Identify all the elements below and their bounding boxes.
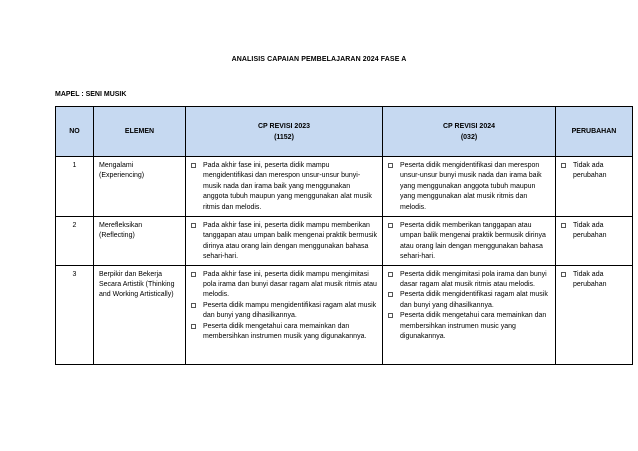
header-no: NO (56, 107, 94, 157)
checkbox-bullet-icon (191, 324, 196, 329)
list-item (191, 301, 377, 322)
cp-2024-cell (383, 217, 556, 266)
list-item-text: Peserta didik mengidentifikasi dan merespon unsur-unsur bunyi musik nada dan irama baik yang menggunakan anggota tubuh maupun yang menggunakan alat musik ritmis dan melodis. (400, 162, 542, 211)
perubahan-cell (556, 217, 633, 266)
cp-2023-cell (186, 217, 383, 266)
elemen-cell (94, 217, 186, 266)
list-item (561, 221, 627, 242)
list-item-text: Pada akhir fase ini, peserta didik mampu mengimitasi pola irama dan bunyi dasar ragam alat musik ritmis atau melodis. (203, 270, 377, 299)
elemen-name: Berpikir dan Bekerja Secara Artistik (Thinking and Working Artistically) (99, 270, 175, 299)
list-item-text: Peserta didik memberikan tanggapan atau umpan balik mengenai praktik bermusik dirinya atau orang lain dengan menggunakan bahasa sehari-hari. (400, 222, 546, 261)
list-item (388, 311, 550, 342)
list-item (388, 270, 550, 291)
header-cp-2024 (383, 107, 556, 157)
checkbox-bullet-icon (191, 303, 196, 308)
list-item-text: Tidak ada perubahan (573, 222, 607, 240)
elemen-english: (Experiencing) (99, 172, 145, 180)
elemen-name: Merefleksikan (99, 222, 143, 229)
list-item-text: Peserta didik mengimitasi pola irama dan bunyi dasar ragam alat musik ritmis atau melodis. (400, 270, 547, 289)
list-item (191, 161, 377, 213)
checkbox-bullet-icon (388, 163, 393, 168)
list-item (561, 161, 627, 182)
list-item (191, 270, 377, 301)
checkbox-bullet-icon (388, 272, 393, 277)
checkbox-bullet-icon (561, 163, 566, 168)
table-row (56, 265, 633, 364)
list-item (388, 221, 550, 263)
cp-2023-cell (186, 265, 383, 364)
list-item-text: Pada akhir fase ini, peserta didik mampu memberikan tanggapan atau umpan balik mengenai praktik bermusik dirinya atau orang lain dengan menggunakan bahasa sehari-hari. (203, 222, 377, 261)
table-row (56, 217, 633, 266)
checkbox-bullet-icon (388, 223, 393, 228)
elemen-cell (94, 265, 186, 364)
cp-2023-cell (186, 157, 383, 217)
list-item (191, 221, 377, 263)
checkbox-bullet-icon (561, 223, 566, 228)
list-item (388, 161, 550, 213)
list-item (388, 290, 550, 311)
row-number: 3 (56, 265, 94, 364)
subject-label: MAPEL : SENI MUSIK (55, 91, 127, 98)
checkbox-bullet-icon (191, 272, 196, 277)
row-number: 2 (56, 217, 94, 266)
checkbox-bullet-icon (388, 313, 393, 318)
cp-2024-cell (383, 265, 556, 364)
list-item-text: Peserta didik mengetahui cara memainkan dan membersihkan instrumen music yang digunakannya. (400, 312, 547, 341)
elemen-english: (Reflecting) (99, 232, 135, 240)
elemen-cell (94, 157, 186, 217)
perubahan-cell (556, 265, 633, 364)
header-cp-2024-code: (032) (460, 133, 478, 141)
table-header-row (56, 107, 633, 157)
list-item (561, 270, 627, 291)
header-cp-2023 (186, 107, 383, 157)
list-item-text: Pada akhir fase ini, peserta didik mampu mengidentifikasi dan merespon unsur-unsur bunyi- musik nada dan irama baik yang menggunakan anggota tubuh maupun yang menggunakan alat musik ritmis dan melodis. (203, 162, 372, 211)
list-item-text: Peserta didik mampu mengidentifikasi ragam alat musik dan bunyi yang dihasilkannya. (203, 301, 377, 320)
list-item-text: Peserta didik mengidentifikasi ragam alat musik dan bunyi yang dihasilkannya. (400, 291, 548, 309)
list-item (191, 322, 377, 343)
checkbox-bullet-icon (561, 272, 566, 277)
checkbox-bullet-icon (388, 292, 393, 297)
table-row (56, 157, 633, 217)
list-item-text: Tidak ada perubahan (573, 162, 607, 180)
header-perubahan: PERUBAHAN (556, 107, 633, 157)
row-number: 1 (56, 157, 94, 217)
header-cp-2024-title: CP REVISI 2024 (442, 122, 495, 130)
header-cp-2023-code: (1152) (274, 133, 294, 141)
list-item-text: Tidak ada perubahan (573, 270, 607, 289)
cp-2024-cell (383, 157, 556, 217)
checkbox-bullet-icon (191, 163, 196, 168)
document-title: ANALISIS CAPAIAN PEMBELAJARAN 2024 FASE A (231, 56, 407, 63)
header-cp-2023-title: CP REVISI 2023 (257, 122, 310, 130)
list-item-text: Peserta didik mengetahui cara memainkan dan membersihkan instrumen musik yang digunakannya. (203, 322, 367, 341)
perubahan-cell (556, 157, 633, 217)
cp-analysis-table (55, 106, 633, 365)
header-elemen: ELEMEN (94, 107, 186, 157)
elemen-name: Mengalami (99, 162, 134, 169)
checkbox-bullet-icon (191, 223, 196, 228)
